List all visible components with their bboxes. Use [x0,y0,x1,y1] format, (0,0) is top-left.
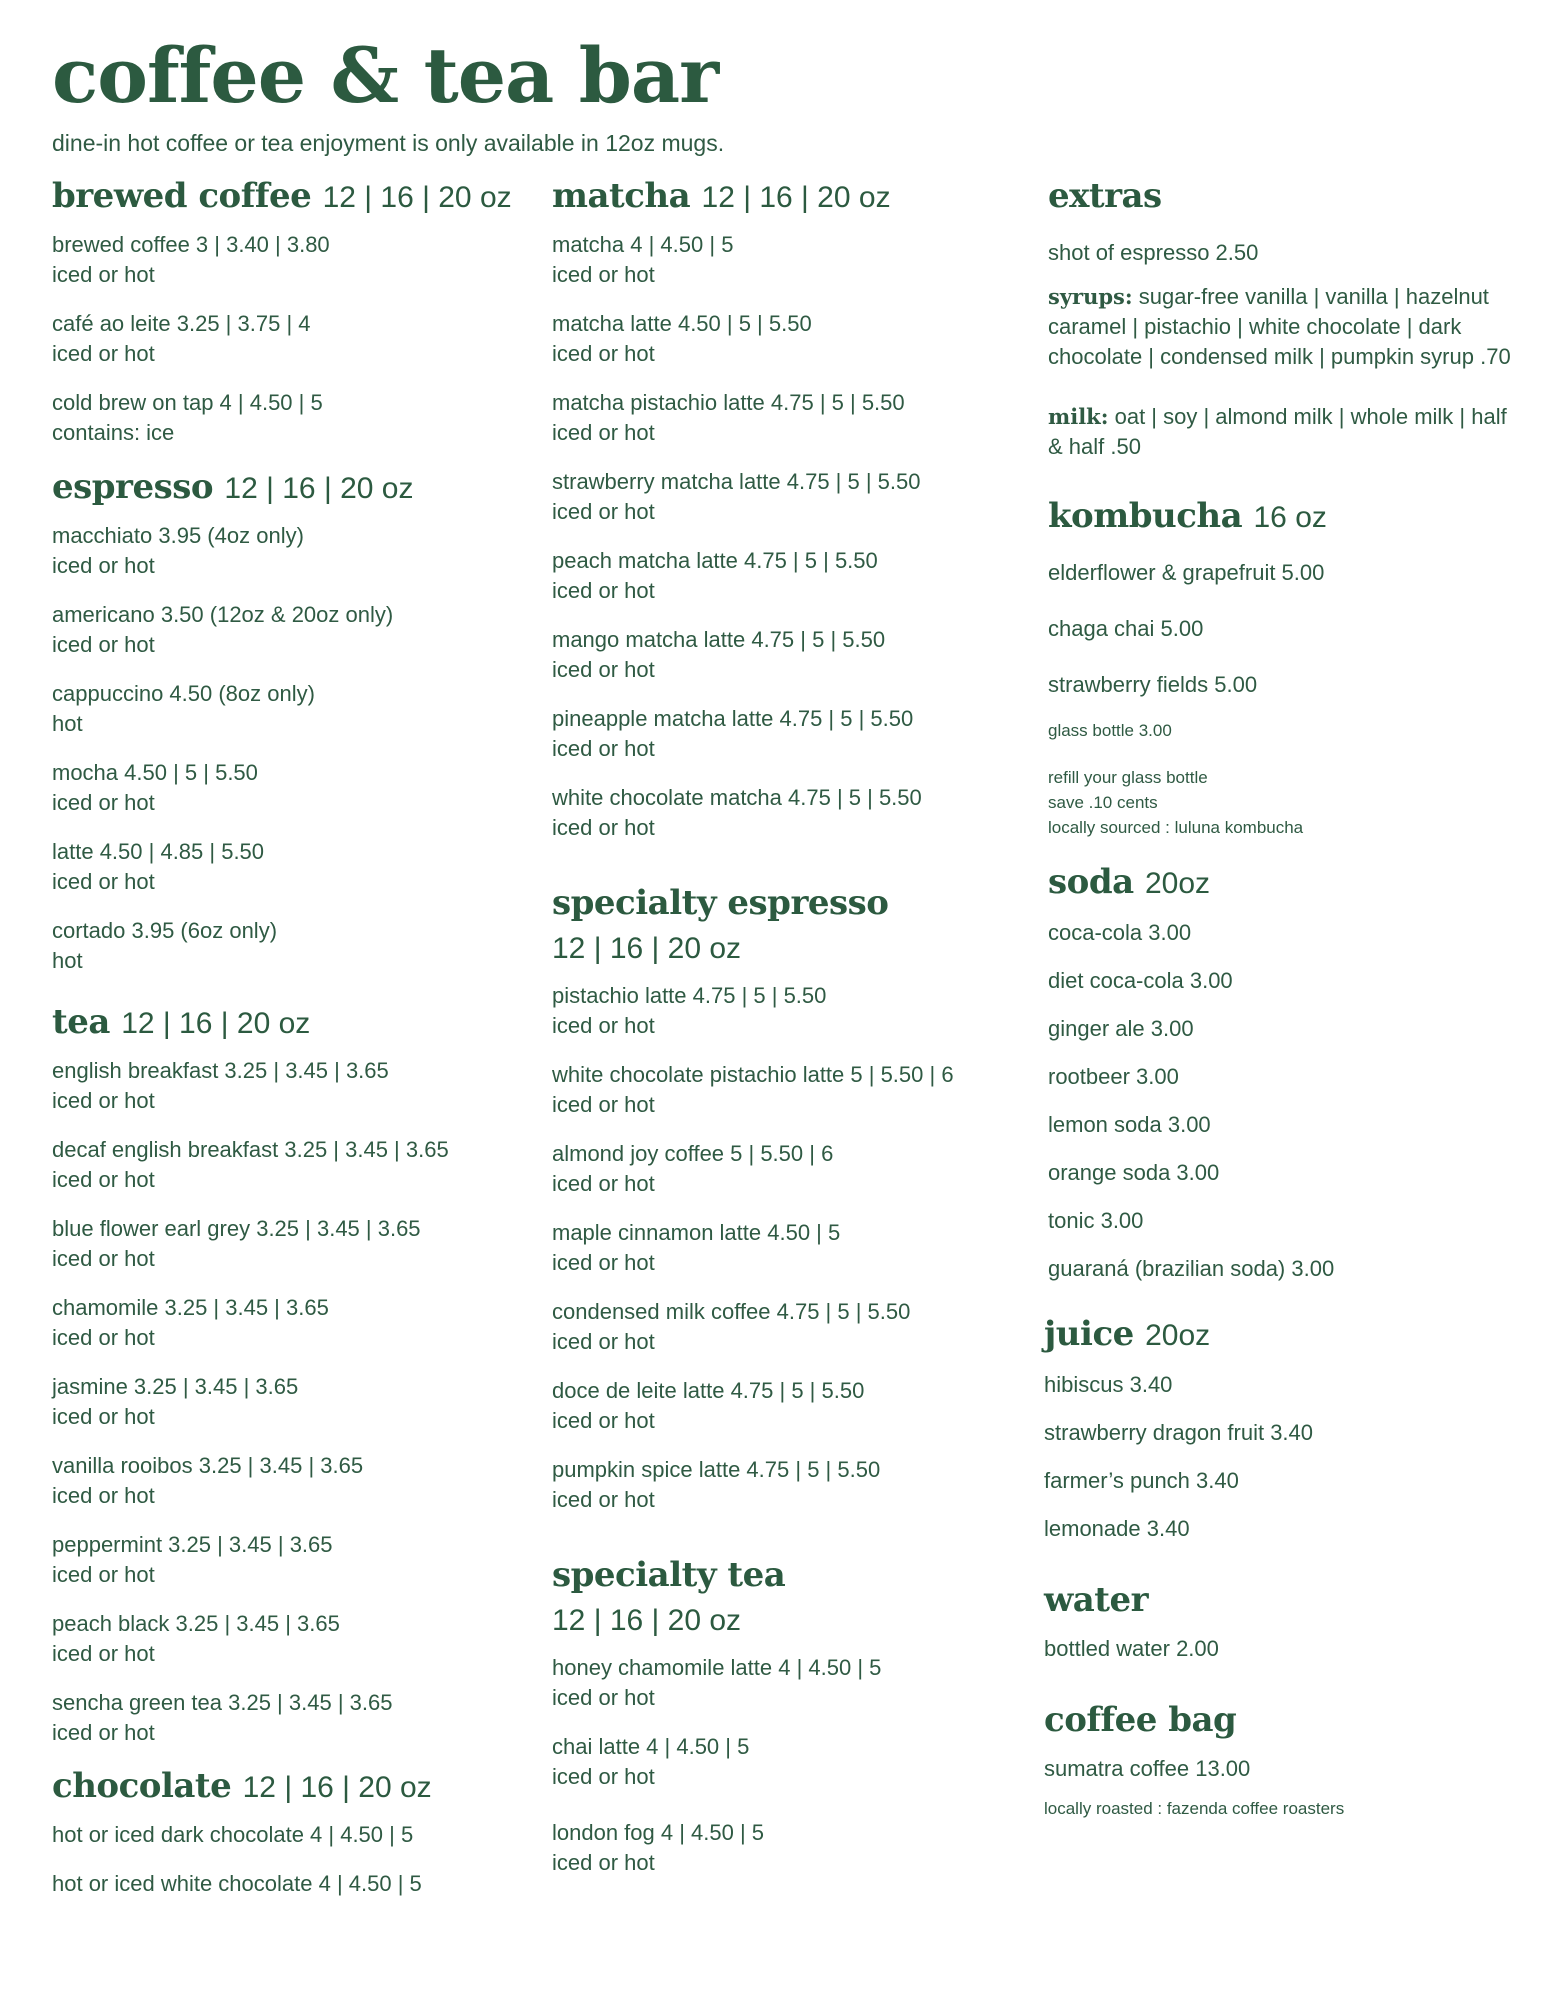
item-note: iced or hot [552,815,655,840]
section-size: 20oz [1145,1319,1211,1352]
menu-item [52,230,522,290]
water-item: bottled water 2.00 [1044,1636,1219,1661]
section-size: 16 oz [1253,501,1327,534]
item-name: matcha latte 4.50 | 5 | 5.50 [552,311,812,336]
item-note: iced or hot [552,1092,655,1117]
item-name: white chocolate matcha 4.75 | 5 | 5.50 [552,785,922,810]
soda-item: orange soda 3.00 [1048,1160,1220,1185]
juice-item: lemonade 3.40 [1044,1516,1190,1541]
item-name: café ao leite 3.25 | 3.75 | 4 [52,311,311,336]
section-title: specialty espresso [552,883,889,923]
section-heading [1048,862,1518,904]
item-name: hot or iced white chocolate 4 | 4.50 | 5 [52,1871,422,1896]
extras-syrups [1048,282,1518,372]
section-water [1044,1580,1518,1664]
kombucha-source: locally sourced : luluna kombucha [1048,818,1304,837]
juice-item: hibiscus 3.40 [1044,1372,1173,1397]
juice-item: farmer’s punch 3.40 [1044,1468,1239,1493]
item-name: vanilla rooibos 3.25 | 3.45 | 3.65 [52,1453,364,1478]
item-name: strawberry matcha latte 4.75 | 5 | 5.50 [552,469,921,494]
item-note: contains: ice [52,420,175,445]
page-title: coffee & tea bar [52,31,719,120]
section-heading [552,1555,1022,1641]
item-name: english breakfast 3.25 | 3.45 | 3.65 [52,1058,389,1083]
item-name: condensed milk coffee 4.75 | 5 | 5.50 [552,1299,911,1324]
section-brewed-coffee [52,176,522,448]
item-note: iced or hot [552,341,655,366]
menu-item [552,1139,1022,1199]
item-name: matcha 4 | 4.50 | 5 [552,232,734,257]
menu-item [52,837,522,897]
item-name: matcha pistachio latte 4.75 | 5 | 5.50 [552,390,905,415]
juice-item: strawberry dragon fruit 3.40 [1044,1420,1314,1445]
item-note: iced or hot [52,632,155,657]
item-note: iced or hot [52,341,155,366]
section-title: extras [1048,176,1162,216]
item-name: pumpkin spice latte 4.75 | 5 | 5.50 [552,1457,881,1482]
item-note: iced or hot [552,1329,655,1354]
item-note: iced or hot [552,1171,655,1196]
section-extras [1048,176,1518,462]
item-note: iced or hot [52,262,155,287]
menu-item [52,1056,522,1116]
section-coffee-bag [1044,1700,1518,1821]
menu-item [552,783,1022,843]
kombucha-item: strawberry fields 5.00 [1048,672,1258,697]
section-title: tea [52,1002,110,1042]
section-specialty-tea [552,1555,1022,1878]
item-name: americano 3.50 (12oz & 20oz only) [52,602,394,627]
kombucha-item: chaga chai 5.00 [1048,616,1204,641]
menu-item [552,1732,1022,1792]
menu-item [552,309,1022,369]
item-name: latte 4.50 | 4.85 | 5.50 [52,839,265,864]
section-size: 12 | 16 | 20 oz [242,1771,432,1804]
item-note: iced or hot [552,1487,655,1512]
section-chocolate [52,1766,522,1899]
section-espresso [52,467,522,976]
menu-item [552,1297,1022,1357]
section-heading [1044,1580,1518,1620]
menu-item [52,1820,522,1850]
section-size: 12 | 16 | 20 oz [552,932,742,965]
item-note: hot [52,948,83,973]
item-name: blue flower earl grey 3.25 | 3.45 | 3.65 [52,1216,421,1241]
menu-item [552,1218,1022,1278]
menu-item [552,625,1022,685]
section-size: 12 | 16 | 20 oz [121,1007,311,1040]
item-name: decaf english breakfast 3.25 | 3.45 | 3.65 [52,1137,449,1162]
menu-item [52,1609,522,1669]
syrups-list: sugar-free vanilla | vanilla | hazelnut caramel | pistachio | white chocolate | dark chocolate | condensed milk | pumpkin syrup .70 [1048,284,1511,369]
item-note: iced or hot [52,790,155,815]
refill-savings: save .10 cents [1048,793,1158,812]
section-size: 20oz [1144,867,1211,900]
item-name: hot or iced dark chocolate 4 | 4.50 | 5 [52,1822,414,1847]
item-note: iced or hot [52,553,155,578]
section-size: 12 | 16 | 20 oz [701,181,891,214]
item-note: iced or hot [552,1685,655,1710]
section-heading [52,176,522,218]
menu-item [552,230,1022,290]
item-name: pistachio latte 4.75 | 5 | 5.50 [552,983,827,1008]
item-note: iced or hot [552,578,655,603]
item-name: doce de leite latte 4.75 | 5 | 5.50 [552,1378,865,1403]
item-note: iced or hot [52,1562,155,1587]
item-name: sencha green tea 3.25 | 3.45 | 3.65 [52,1690,393,1715]
item-name: macchiato 3.95 (4oz only) [52,523,304,548]
item-note: iced or hot [52,1246,155,1271]
menu-item [52,1688,522,1748]
menu-item [552,1060,1022,1120]
section-title: soda [1048,862,1134,902]
section-soda [1048,862,1518,1284]
section-tea [52,1002,522,1748]
section-heading [1044,1700,1518,1740]
item-name: mango matcha latte 4.75 | 5 | 5.50 [552,627,886,652]
soda-item: coca-cola 3.00 [1048,920,1192,945]
item-note: hot [52,711,83,736]
menu-column-left [52,176,522,1918]
section-heading [52,467,522,509]
item-name: cold brew on tap 4 | 4.50 | 5 [52,390,323,415]
glass-bottle-note: glass bottle 3.00 [1048,721,1172,740]
soda-item: guaraná (brazilian soda) 3.00 [1048,1256,1335,1281]
syrups-label: syrups: [1048,284,1133,309]
soda-item: lemon soda 3.00 [1048,1112,1211,1137]
menu-item [52,1372,522,1432]
item-name: london fog 4 | 4.50 | 5 [552,1820,765,1845]
menu-item [52,521,522,581]
page-subtitle: dine-in hot coffee or tea enjoyment is only available in 12oz mugs. [52,130,725,156]
section-size: 12 | 16 | 20 oz [224,472,414,505]
item-name: honey chamomile latte 4 | 4.50 | 5 [552,1655,882,1680]
section-title: kombucha [1048,496,1243,536]
menu-item [52,1530,522,1590]
item-note: iced or hot [52,1641,155,1666]
item-note: iced or hot [52,1088,155,1113]
item-name: jasmine 3.25 | 3.45 | 3.65 [52,1374,299,1399]
section-title: water [1044,1580,1149,1620]
section-heading [552,883,1022,969]
menu-item [52,309,522,369]
item-name: chamomile 3.25 | 3.45 | 3.65 [52,1295,329,1320]
milk-list: oat | soy | almond milk | whole milk | half & half .50 [1048,404,1507,459]
menu-item [552,1376,1022,1436]
menu-item [552,1653,1022,1713]
section-heading [1048,176,1518,216]
item-note: iced or hot [52,869,155,894]
section-juice [1044,1314,1518,1544]
menu-item [52,600,522,660]
menu-item [52,1135,522,1195]
section-heading [1048,496,1518,538]
item-note: iced or hot [552,1013,655,1038]
item-name: peach matcha latte 4.75 | 5 | 5.50 [552,548,878,573]
item-note: iced or hot [552,262,655,287]
menu-item [552,981,1022,1041]
menu-item [52,679,522,739]
menu-item [552,388,1022,448]
item-name: brewed coffee 3 | 3.40 | 3.80 [52,232,330,257]
item-name: maple cinnamon latte 4.50 | 5 [552,1220,841,1245]
section-specialty-espresso [552,883,1022,1515]
section-heading [52,1002,522,1044]
extras-milk [1048,402,1518,462]
menu-item [552,546,1022,606]
item-note: iced or hot [52,1325,155,1350]
section-heading [52,1766,522,1808]
menu-item [52,1451,522,1511]
menu-item [52,1293,522,1353]
section-title: espresso [52,467,214,507]
soda-item: ginger ale 3.00 [1048,1016,1194,1041]
menu-item [52,1214,522,1274]
item-note: iced or hot [552,657,655,682]
item-note: iced or hot [552,499,655,524]
item-note: iced or hot [52,1404,155,1429]
item-name: peach black 3.25 | 3.45 | 3.65 [52,1611,340,1636]
item-name: mocha 4.50 | 5 | 5.50 [52,760,258,785]
menu-item [52,1869,522,1899]
section-size: 12 | 16 | 20 oz [552,1604,742,1637]
item-note: iced or hot [52,1483,155,1508]
section-title: coffee bag [1044,1700,1237,1740]
soda-item: rootbeer 3.00 [1048,1064,1179,1089]
section-matcha [552,176,1022,843]
refill-note: refill your glass bottle [1048,768,1208,787]
section-title: matcha [552,176,691,216]
menu-item [552,704,1022,764]
section-kombucha [1048,496,1518,840]
menu-item [552,467,1022,527]
soda-item: diet coca-cola 3.00 [1048,968,1233,993]
section-title: specialty tea [552,1555,786,1595]
item-note: iced or hot [552,420,655,445]
item-name: white chocolate pistachio latte 5 | 5.50 | 6 [552,1062,954,1087]
item-name: almond joy coffee 5 | 5.50 | 6 [552,1141,834,1166]
section-heading [1044,1314,1518,1356]
menu-item [52,388,522,448]
item-name: chai latte 4 | 4.50 | 5 [552,1734,750,1759]
item-note: iced or hot [552,1408,655,1433]
item-note: iced or hot [552,1764,655,1789]
soda-item: tonic 3.00 [1048,1208,1144,1233]
extras-shot: shot of espresso 2.50 [1048,240,1259,265]
item-name: peppermint 3.25 | 3.45 | 3.65 [52,1532,333,1557]
section-size: 12 | 16 | 20 oz [322,181,512,214]
menu-item [52,916,522,976]
item-note: iced or hot [52,1720,155,1745]
item-note: iced or hot [52,1167,155,1192]
section-title: brewed coffee [52,176,312,216]
item-note: iced or hot [552,1250,655,1275]
item-note: iced or hot [552,736,655,761]
section-title: juice [1044,1314,1134,1354]
section-title: chocolate [52,1766,232,1806]
milk-label: milk: [1048,404,1109,429]
kombucha-item: elderflower & grapefruit 5.00 [1048,560,1325,585]
section-heading [552,176,1022,218]
menu-item [52,758,522,818]
menu-column-right [1044,176,1518,1839]
item-name: pineapple matcha latte 4.75 | 5 | 5.50 [552,706,914,731]
item-name: cortado 3.95 (6oz only) [52,918,278,943]
coffee-bag-source: locally roasted : fazenda coffee roasters [1044,1799,1345,1818]
menu-item [552,1455,1022,1515]
menu-column-middle [552,176,1022,1897]
menu-item [552,1818,1022,1878]
item-note: iced or hot [552,1850,655,1875]
item-name: cappuccino 4.50 (8oz only) [52,681,315,706]
coffee-bag-item: sumatra coffee 13.00 [1044,1756,1251,1781]
